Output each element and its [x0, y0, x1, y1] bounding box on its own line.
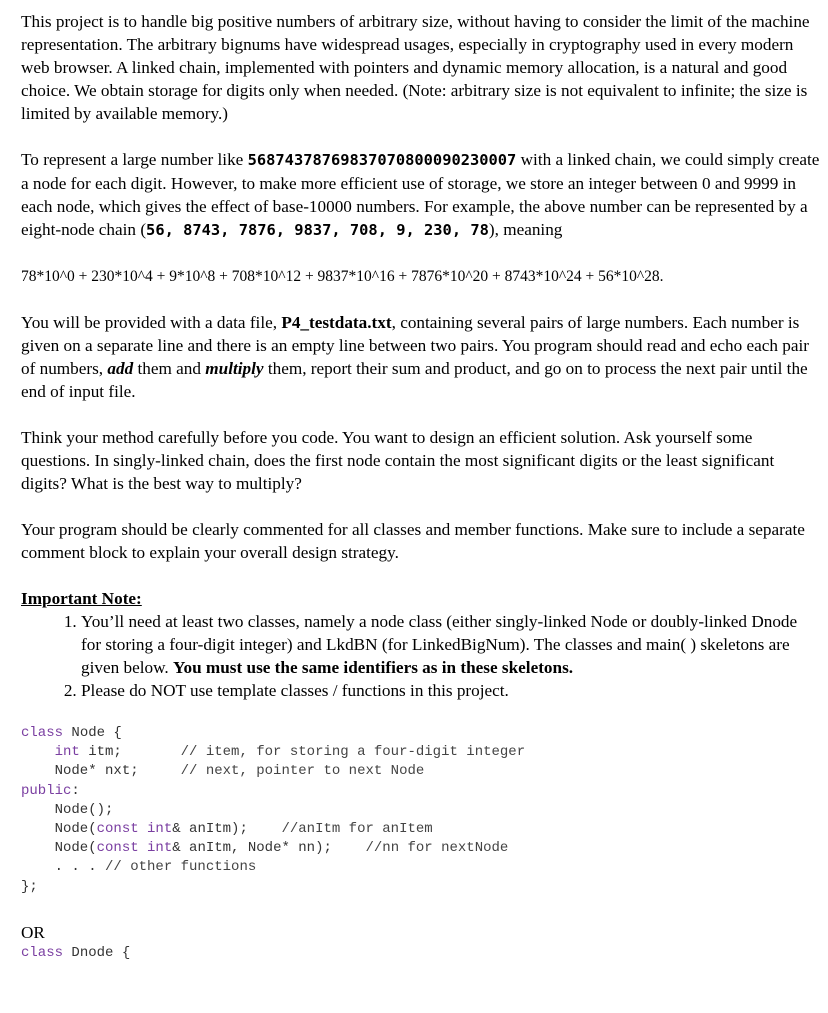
intro-paragraph: This project is to handle big positive numbers of arbitrary size, without having to consider the limit of the machine representation. The arbitrary bignums have widespread usages, especially in cryptography used in every modern web browser. A linked chain, implemented with pointers and dynamic memory allocation, is a natural and good choice. We obtain storage for digits only when needed. (Note: arbitrary size is not equivalent to infinite; the size is limited by available memory.) — [21, 12, 810, 123]
code-keyword: class — [21, 725, 64, 741]
document-page — [21, 10, 821, 963]
code-text: Node(); — [21, 801, 114, 818]
code-text: Node* nxt; — [21, 763, 181, 780]
node-chain-values: 56, 8743, 7876, 9837, 708, 9, 230, 78 — [146, 221, 489, 239]
code-text: & anItm, Node* nn); — [172, 840, 366, 857]
representation-text-a: To represent a large number like — [21, 150, 248, 169]
add-word: add — [107, 359, 134, 378]
note-item-1 — [81, 610, 821, 679]
code-text: Node( — [21, 840, 97, 857]
node-class-code — [21, 724, 821, 897]
comment-paragraph: Your program should be clearly commented for all classes and member functions. Make sure to include a separate comment block to explain your overall design strategy. — [21, 520, 805, 562]
note-item-1-period: . — [568, 658, 574, 677]
code-text: : — [71, 782, 80, 799]
representation-paragraph — [21, 148, 821, 242]
note-item-1-text: You’ll need at least two classes, namely a node class (either singly-linked Node or doubly-linked Dnode for storing a four-digit integer) and LkdBN (for LinkedBigNum). The classes and main( ) skeletons are given below. — [81, 612, 798, 677]
input-paragraph — [21, 311, 821, 403]
formula-line: 78*10^0 + 230*10^4 + 9*10^8 + 708*10^12 + 9837*10^16 + 7876*10^20 + 8743*10^24 + 56*10^28. — [21, 268, 664, 285]
important-note-heading: Important Note: — [21, 589, 142, 608]
multiply-word: multiply — [205, 359, 264, 378]
code-keyword: const int — [96, 821, 173, 838]
code-comment: // next, pointer to next Node — [180, 763, 425, 780]
note-item-2: 2. Please do NOT use template classes / functions in this project. — [81, 679, 821, 702]
code-text: Node( — [21, 821, 97, 838]
input-text-b: , containing several pairs of large numbers. Each number is given on a separate line and there is an empty line between two pairs. You program should read and echo each pair of numbers, — [21, 313, 809, 378]
code-comment: //nn for nextNode — [365, 840, 509, 857]
code-keyword: public — [21, 782, 72, 799]
code-comment: // item, for storing a four-digit integer — [180, 744, 526, 761]
code-text: . . . — [21, 859, 106, 876]
or-separator: OR — [21, 922, 45, 942]
code-comment: //anItm for anItem — [281, 821, 433, 838]
input-text-d: them, report their sum and product, and go on to process the next pair until the end of input file. — [21, 359, 808, 401]
code-text: & anItm); — [172, 821, 282, 838]
code-text: Dnode { — [63, 944, 131, 961]
input-text-a: You will be provided with a data file, — [21, 313, 282, 332]
large-number: 56874378769837070800090230007 — [247, 151, 517, 169]
method-paragraph: Think your method carefully before you code. You want to design an efficient solution. Ask yourself some questions. In singly-linked chain, does the first node contain the most significant digits or the least significant digits? What is the best way to multiply? — [21, 428, 775, 493]
code-keyword: int — [21, 744, 80, 761]
note-item-1-bold: You must use the same identifiers as in these skeletons — [172, 658, 569, 677]
representation-text-b: with a linked chain, we could simply create a node for each digit. However, to make more efficient use of storage, we store an integer between 0 and 9999 in each node, which gives the effect of base-10000 numbers. For example, the above number can be represented by a eight-node chain ( — [21, 150, 820, 239]
data-file-name: P4_testdata.txt — [281, 313, 392, 332]
code-keyword: class — [21, 944, 64, 961]
note-list — [21, 610, 821, 702]
code-comment: // other functions — [105, 859, 257, 876]
representation-text-c: ), meaning — [488, 220, 563, 239]
code-keyword: const int — [96, 840, 173, 857]
input-text-c: them and — [133, 359, 206, 378]
code-text: }; — [21, 878, 38, 895]
dnode-class-code — [21, 944, 821, 963]
code-text: itm; — [79, 744, 181, 761]
code-text: Node { — [63, 725, 122, 741]
